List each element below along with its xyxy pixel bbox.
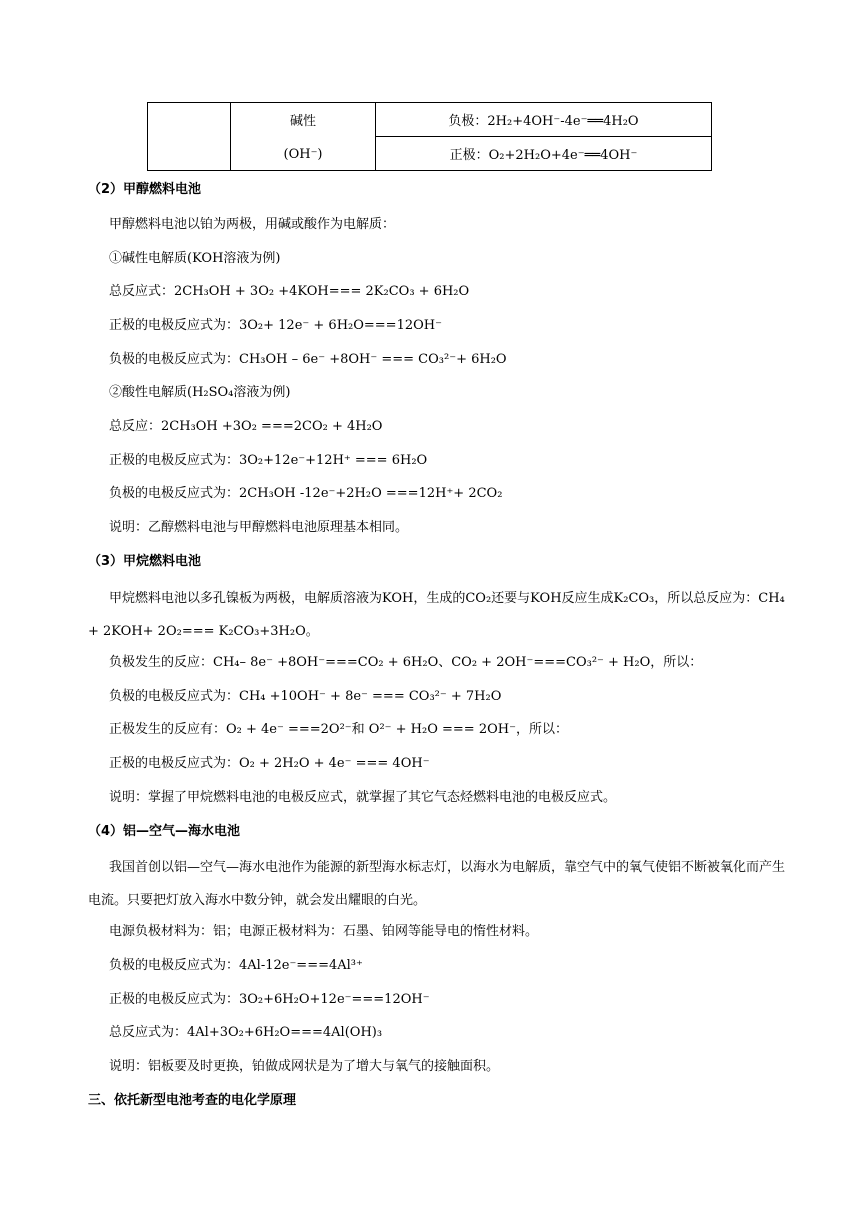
electrolyte-type-cell bbox=[231, 103, 376, 171]
aluminum-intro: 我国首创以铝—空气—海水电池作为能源的新型海水标志灯，以海水为电解质，靠空气中的氧气使铝不断被氧化而产生电流。只要把灯放入海水中数分钟，就会发出耀眼的白光。 bbox=[88, 860, 786, 908]
methane-intro: 甲烷燃料电池以多孔镍板为两极，电解质溶液为KOH，生成的CO₂还要与KOH反应生成K₂CO₃，所以总反应为：CH₄ + 2KOH+ 2O₂=== K₂CO₃+3H₂O。 bbox=[88, 591, 785, 639]
positive-equation-cell: 正极：O₂+2H₂O+4e⁻══4OH⁻ bbox=[376, 137, 712, 171]
aluminum-materials: 电源负极材料为：铝；电源正极材料为：石墨、铂网等能导电的惰性材料。 bbox=[109, 924, 539, 939]
alkaline-total: 总反应式：2CH₃OH + 3O₂ +4KOH=== 2K₂CO₃ + 6H₂O bbox=[109, 284, 470, 299]
alkaline-title: ①碱性电解质(KOH溶液为例) bbox=[109, 251, 281, 266]
methanol-heading: （2）甲醇燃料电池 bbox=[88, 182, 202, 197]
methane-negative-equation: 负极的电极反应式为：CH₄ +10OH⁻ + 8e⁻ === CO₃²⁻ + 7H₂O bbox=[109, 689, 502, 704]
methane-note: 说明：掌握了甲烷燃料电池的电极反应式，就掌握了其它气态烃燃料电池的电极反应式。 bbox=[109, 790, 617, 805]
methanol-intro: 甲醇燃料电池以铂为两极，用碱或酸作为电解质： bbox=[109, 217, 396, 232]
aluminum-note: 说明：铝板要及时更换，铂做成网状是为了增大与氧气的接触面积。 bbox=[109, 1059, 500, 1074]
section-three-heading: 三、依托新型电池考查的电化学原理 bbox=[88, 1093, 297, 1108]
negative-equation-cell: 负极：2H₂+4OH⁻-4e⁻══4H₂O bbox=[376, 103, 712, 137]
aluminum-negative: 负极的电极反应式为：4Al-12e⁻===4Al³⁺ bbox=[109, 958, 363, 973]
aluminum-heading: （4）铝—空气—海水电池 bbox=[88, 824, 241, 839]
electrolyte-type-label: 碱性 bbox=[289, 114, 316, 129]
acid-positive: 正极的电极反应式为：3O₂+12e⁻+12H⁺ === 6H₂O bbox=[109, 453, 428, 468]
electrolyte-ion-label: (OH⁻) bbox=[283, 147, 323, 162]
methanol-note: 说明：乙醇燃料电池与甲醇燃料电池原理基本相同。 bbox=[109, 520, 409, 535]
aluminum-positive: 正极的电极反应式为：3O₂+6H₂O+12e⁻===12OH⁻ bbox=[109, 992, 430, 1007]
methane-positive-reactions: 正极发生的反应有：O₂ + 4e⁻ ===2O²⁻和 O²⁻ + H₂O === 2OH⁻，所以： bbox=[109, 722, 568, 737]
aluminum-total: 总反应式为：4Al+3O₂+6H₂O===4Al(OH)₃ bbox=[109, 1025, 383, 1040]
alkaline-negative: 负极的电极反应式为：CH₃OH – 6e⁻ +8OH⁻ === CO₃²⁻+ 6H₂O bbox=[109, 352, 507, 367]
acid-negative: 负极的电极反应式为：2CH₃OH -12e⁻+2H₂O ===12H⁺+ 2CO₂ bbox=[109, 486, 503, 501]
acid-title: ②酸性电解质(H₂SO₄溶液为例) bbox=[109, 385, 291, 400]
methane-heading: （3）甲烷燃料电池 bbox=[88, 554, 202, 569]
electrode-table bbox=[147, 102, 712, 171]
acid-total: 总反应：2CH₃OH +3O₂ ===2CO₂ + 4H₂O bbox=[109, 419, 383, 434]
methane-negative-reactions: 负极发生的反应：CH₄– 8e⁻ +8OH⁻===CO₂ + 6H₂O、CO₂ + 2OH⁻===CO₃²⁻ + H₂O，所以： bbox=[109, 655, 703, 670]
methane-positive-equation: 正极的电极反应式为：O₂ + 2H₂O + 4e⁻ === 4OH⁻ bbox=[109, 756, 430, 771]
alkaline-positive: 正极的电极反应式为：3O₂+ 12e⁻ + 6H₂O===12OH⁻ bbox=[109, 318, 442, 333]
table-blank-cell bbox=[148, 103, 231, 171]
